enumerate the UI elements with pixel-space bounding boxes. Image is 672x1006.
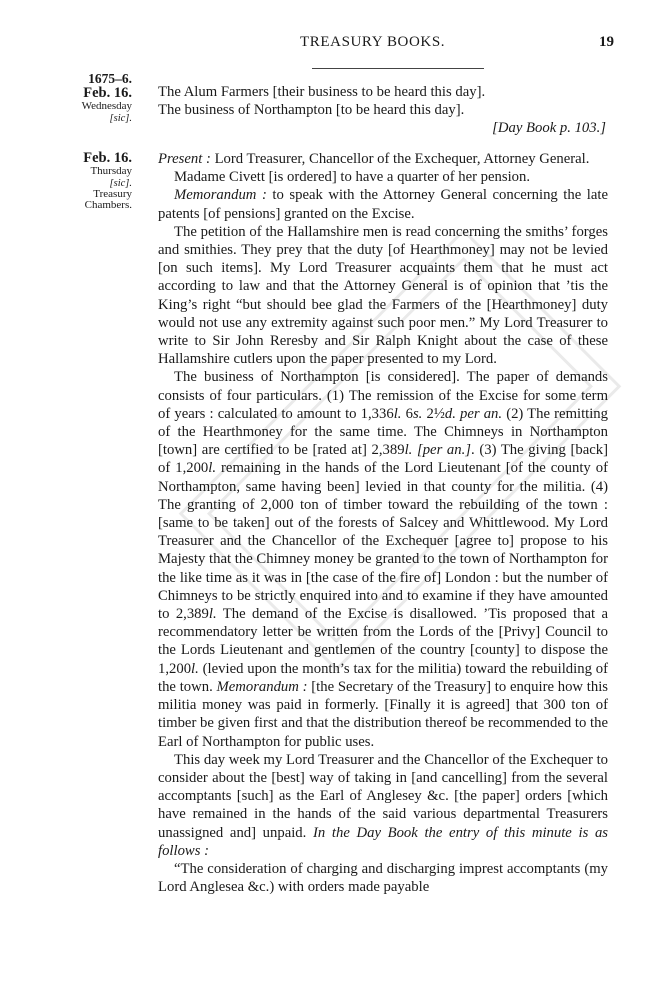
northampton-text: remaining in the hands of the Lord Lieutenant [of the county of Northampton, same having been] levied in that county for the militia. (4) The granting of 2,000 ton of timber toward the rebuilding of the town : [same to be taken] out of the forests of Salcey and Whittlewood. My Lord Treasurer and the Chancellor of the Exchequer [agree to] propose to his Majesty that the Chimney money be granted to the town of Northampton for the like time as it was in [the case of the fire of] London : but the number of Chimneys to be strictly enquired into and to examine if they have amounted to 2,389 — [158, 460, 608, 623]
running-title: TREASURY BOOKS. — [300, 34, 446, 50]
margin-note-entry-2 — [50, 151, 132, 212]
italic-abbrev: l. — [191, 660, 199, 677]
margin-sic: [sic]. — [109, 177, 132, 189]
entry-1-line-1: The Alum Farmers [their business to be heard this day]. — [158, 84, 486, 100]
this-day-week-text: This day week my Lord Treasurer and the Chancellor of the Exchequer to consider about the [best] way of taking in [and cancelling] from the several accomptants [such] as the Earl of Anglesey &c. [the paper] orders [which have remained in the hands of the said various departmental Treasurers unassigned and] unpaid. — [158, 751, 608, 841]
memorandum-text: to speak with the Attorney General concerning the late patents [of pensions] granted on the Excise. — [158, 187, 608, 222]
civett-paragraph: Madame Civett [is ordered] to have a quarter of her pension. — [174, 169, 531, 186]
margin-date: Feb. 16. — [83, 150, 132, 166]
northampton-text: 2½ — [422, 405, 445, 422]
memorandum-paragraph — [158, 186, 608, 222]
northampton-text: . (3) The giving [back] of 1,200 — [158, 442, 608, 477]
italic-abbrev: l. — [208, 606, 217, 623]
margin-date: Feb. 16. — [83, 85, 132, 102]
margin-note-entry-1 — [50, 72, 132, 124]
margin-sic: [sic]. — [109, 112, 132, 124]
northampton-text: 6 — [401, 405, 413, 422]
italic-abbrev: d. per an. — [444, 405, 503, 422]
quotation-paragraph: “The consideration of charging and discharging imprest accomptants (my Lord Anglesea &c.) with orders made payable — [158, 860, 608, 896]
page-number: 19 — [599, 34, 614, 50]
entry-1-text — [158, 83, 608, 138]
northampton-paragraph — [158, 368, 608, 750]
header-rule — [312, 68, 484, 69]
italic-abbrev: l. — [208, 460, 217, 477]
entry-2-text — [158, 150, 608, 896]
northampton-text: (2) The remitting of the Hearthmoney for the same time. The Chimneys in Northampton [town] are certified to be [rated at] 2,389 — [158, 405, 608, 459]
margin-day: Wednesday — [81, 100, 132, 113]
day-book-reference: [Day Book p. 103.] — [492, 120, 606, 137]
memorandum-label: Memorandum : — [216, 678, 308, 695]
present-text: Lord Treasurer, Chancellor of the Exchequer, Attorney General. — [214, 151, 590, 167]
northampton-text: The business of Northampton [is considered]. The paper of demands consists of four particulars. (1) The remission of the Excise for some term of years : calculated to amount to 1,336 — [158, 369, 608, 422]
entry-1-line-2: The business of Northampton [to be heard this day]. — [158, 102, 465, 119]
margin-place: Treasury — [93, 187, 132, 200]
margin-place: Chambers. — [84, 199, 132, 212]
page-header — [0, 34, 672, 56]
margin-day: Thursday — [90, 165, 132, 178]
italic-abbrev: s. — [412, 405, 423, 422]
present-paragraph — [158, 150, 608, 168]
memorandum-label: Memorandum : — [174, 187, 267, 204]
northampton-text: The demand of the Excise is disallowed. ’Tis proposed that a recommendatory letter be written from the Lords of the [Privy] Council to the Lords Lieutenant and gentlemen of the country [county] to dispose the 1,200 — [158, 606, 608, 677]
this-day-week-paragraph — [158, 751, 608, 860]
italic-abbrev: l. [per an.] — [404, 442, 472, 459]
day-book-note: In the Day Book the entry of this minute is as follows : — [158, 824, 608, 859]
margin-year: 1675–6. — [88, 71, 132, 86]
hallamshire-paragraph: The petition of the Hallamshire men is read concerning the smiths’ forges and smithies. They prey that the duty [of Hearthmoney] may not be levied [on such items]. My Lord Treasurer acquaints them that he must act according to law and that the Attorney General is of opinion that ’tis the King’s right “but should bee glad the Farmers of the [Hearthmoney] duty would not use any extremity against such poor men.” My Lord Treasurer to write to Sir John Reresby and Sir Ralph Knight about the case of these Hallamshire cutlers upon the paper presented to my Lord. — [158, 223, 608, 368]
italic-abbrev: l. — [393, 405, 402, 422]
northampton-text: (levied upon the month’s tax for the militia) toward the rebuilding of the town. — [158, 660, 608, 695]
northampton-text: [the Secretary of the Treasury] to enquire how this militia money was paid in formerly. [Finally it is agreed] that 300 ton of timber be given first and that the distribution thereof be recommended to the Earl of Northampton for public uses. — [158, 678, 608, 750]
present-label: Present : — [158, 151, 211, 167]
